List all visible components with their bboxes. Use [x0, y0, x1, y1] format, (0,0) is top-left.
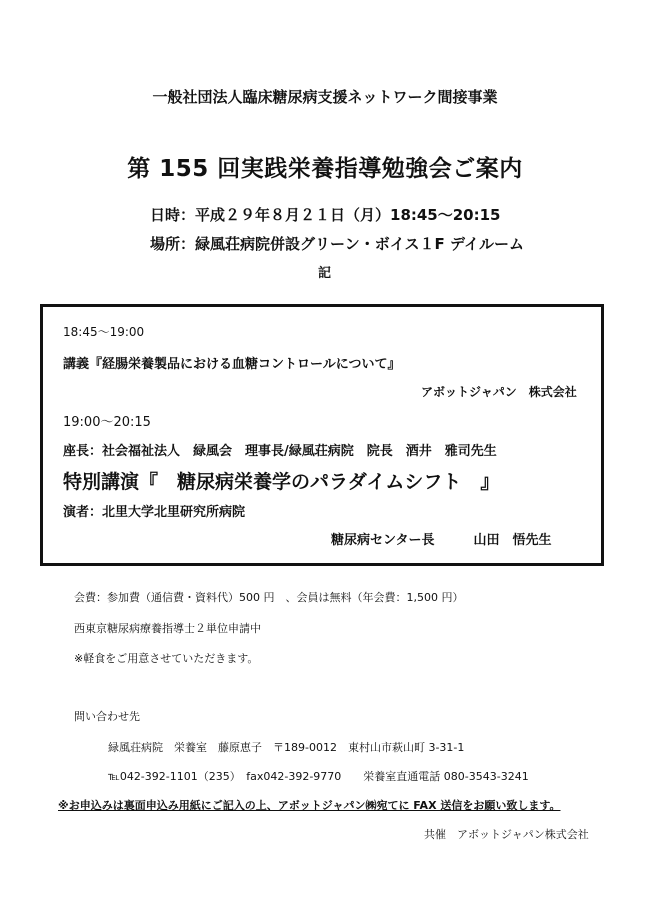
speaker-affiliation: 演者：北里大学北里研究所病院 — [63, 505, 246, 520]
organization-heading: 一般社団法人臨床糖尿病支援ネットワーク間接事業 — [152, 88, 498, 106]
program-time-1: 18:45〜19:00 — [63, 325, 145, 339]
ki-mark: 記 — [318, 266, 332, 281]
light-meal-note: ※軽食をご用意させていただきます。 — [74, 652, 259, 665]
application-note: ※お申込みは裏面申込み用紙にご記入の上、アボットジャパン㈱宛てに FAX 送信をお願い致します。 — [58, 799, 561, 812]
lecture-company: アボットジャパン 株式会社 — [421, 385, 577, 399]
event-datetime: 日時：平成２９年８月２１日（月）18:45〜20:15 — [150, 206, 501, 224]
lecture-title: 講義『経腸栄養製品における血糖コントロールについて』 — [63, 357, 401, 372]
program-time-2: 19:00〜20:15 — [63, 415, 151, 430]
contact-address: 緑風荘病院 栄養室 藤原恵子 〒189-0012 東村山市萩山町 3-31-1 — [108, 741, 465, 754]
fee-note: 会費：参加費（通信費・資料代）500 円 、会員は無料（年会費：1,500 円） — [74, 591, 464, 604]
special-lecture-title: 特別講演『 糖尿病栄養学のパラダイムシフト 』 — [63, 471, 500, 493]
sponsor: 共催 アボットジャパン株式会社 — [424, 828, 589, 841]
event-place: 場所：緑風荘病院併設グリーン・ボイス１F デイルーム — [150, 235, 524, 253]
page-title: 第 155 回実践栄養指導勉強会ご案内 — [127, 156, 523, 182]
contact-heading: 問い合わせ先 — [74, 710, 140, 723]
chairperson: 座長：社会福祉法人 緑風会 理事長/緑風荘病院 院長 酒井 雅司先生 — [63, 444, 497, 459]
contact-phone: ℡042-392-1101（235） fax042-392-9770 栄養室直通電話 080-3543-3241 — [108, 770, 529, 783]
speaker-name: 糖尿病センター長 山田 悟先生 — [331, 533, 552, 548]
certification-note: 西東京糖尿病療養指導士２単位申請中 — [74, 622, 261, 635]
program-box — [40, 304, 604, 566]
